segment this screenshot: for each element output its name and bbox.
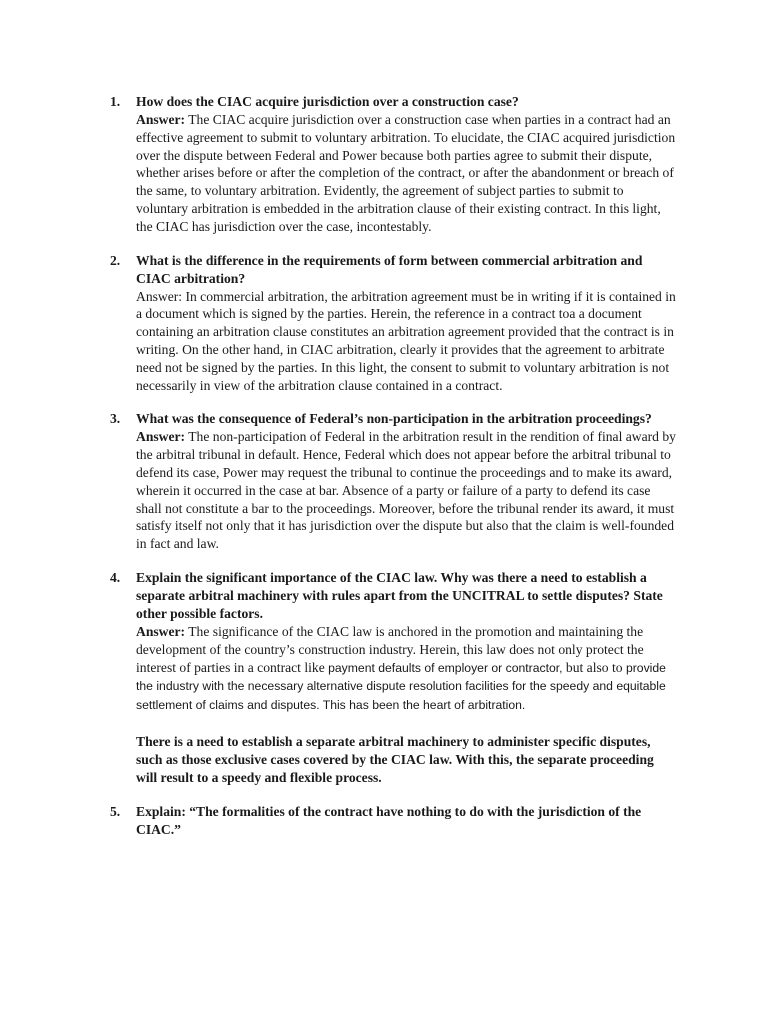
question-text: What is the difference in the requirements of form between commercial arbitration and CIAC arbitration? [136,252,643,286]
answer-body-mid: but also to [562,659,626,675]
question-number: 1. [110,94,121,109]
answer-text [136,428,678,553]
question-number: 4. [110,569,121,585]
answer-label: Answer: [136,623,186,639]
answer-label: Answer: [136,429,186,445]
question-text: What was the consequence of Federal’s non-participation in the arbitration proceedings? [136,411,652,427]
question-item-1 [110,93,678,236]
question-number: 3. [110,411,121,427]
question-text: Explain: “The formalities of the contract have nothing to do with the jurisdiction of the CIAC.” [136,803,642,837]
question-item-3 [110,410,678,553]
question-item-2 [110,252,678,395]
answer-text: Answer: In commercial arbitration, the arbitration agreement must be in writing if it is contained in a document which is signed by the parties. Herein, the reference in a contract toa a document containing an arbitration clause constitutes an arbitration agreement provided that the contract is in writing. On the other hand, in CIAC arbitration, clearly it provides that the agreement to arbitrate need not be signed by the parties. In this light, the consent to submit to voluntary arbitration is not necessarily in view of the arbitration clause contained in a contract. [136,288,676,393]
answer-body: The CIAC acquire jurisdiction over a construction case when parties in a contract had an effective agreement to submit to voluntary arbitration. To elucidate, the CIAC acquired jurisdiction over the dispute between Federal and Power because both parties agree to submit their dispute, whether arises before or after the completion of the contract, or after the abandonment or breach of the same, to voluntary arbitration. Evidently, the agreement of subject parties to submit to voluntary arbitration is embedded in the arbitration clause of their existing contract. In this light, the CIAC has jurisdiction over the case, incontestably. [136,112,676,234]
question-number: 2. [110,252,121,268]
question-list [110,93,678,855]
question-number: 5. [110,803,121,819]
answer-body-sans-2: provide the industry with the necessary alternative dispute resolution facilities for the speedy and equitable settlement of claims and disputes. This has been the heart of arbitration. [136,660,666,713]
question-text: Explain the significant importance of the CIAC law. Why was there a need to establish a separate arbitral machinery with rules apart from the UNCITRAL to settle disputes? State other possible factors. [136,569,663,621]
answer-text [136,111,678,236]
answer-body: The significance of the CIAC law is anchored in the promotion and maintaining the development of the country’s construction industry. Herein, this law does not only protect the interest of parties in a contract like [136,623,644,675]
question-item-5 [110,803,678,839]
answer-text [136,623,678,715]
question-text: How does the CIAC acquire jurisdiction over a construction case? [136,94,519,109]
answer-label: Answer: [136,112,186,127]
answer-extra-paragraph: There is a need to establish a separate arbitral machinery to administer specific disputes, such as those exclusive cases covered by the CIAC law. With this, the separate proceeding will result to a speedy and flexible process. [136,733,654,785]
answer-body-sans: payment defaults of employer or contractor, [328,660,563,675]
answer-body: The non-participation of Federal in the arbitration result in the rendition of final award by the arbitral tribunal in default. Hence, Federal which does not appear before the arbitral tribunal to defend its case, Power may request the tribunal to continue the proceedings and to make its award, wherein it occurred in the case at bar. Absence of a party or failure of a party to defend its case shall not constitute a bar to the proceedings. Moreover, before the tribunal render its award, it must satisfy itself not only that it has jurisdiction over the dispute but also that the claim is well-founded in fact and law. [136,429,676,552]
question-item-4 [110,569,678,787]
